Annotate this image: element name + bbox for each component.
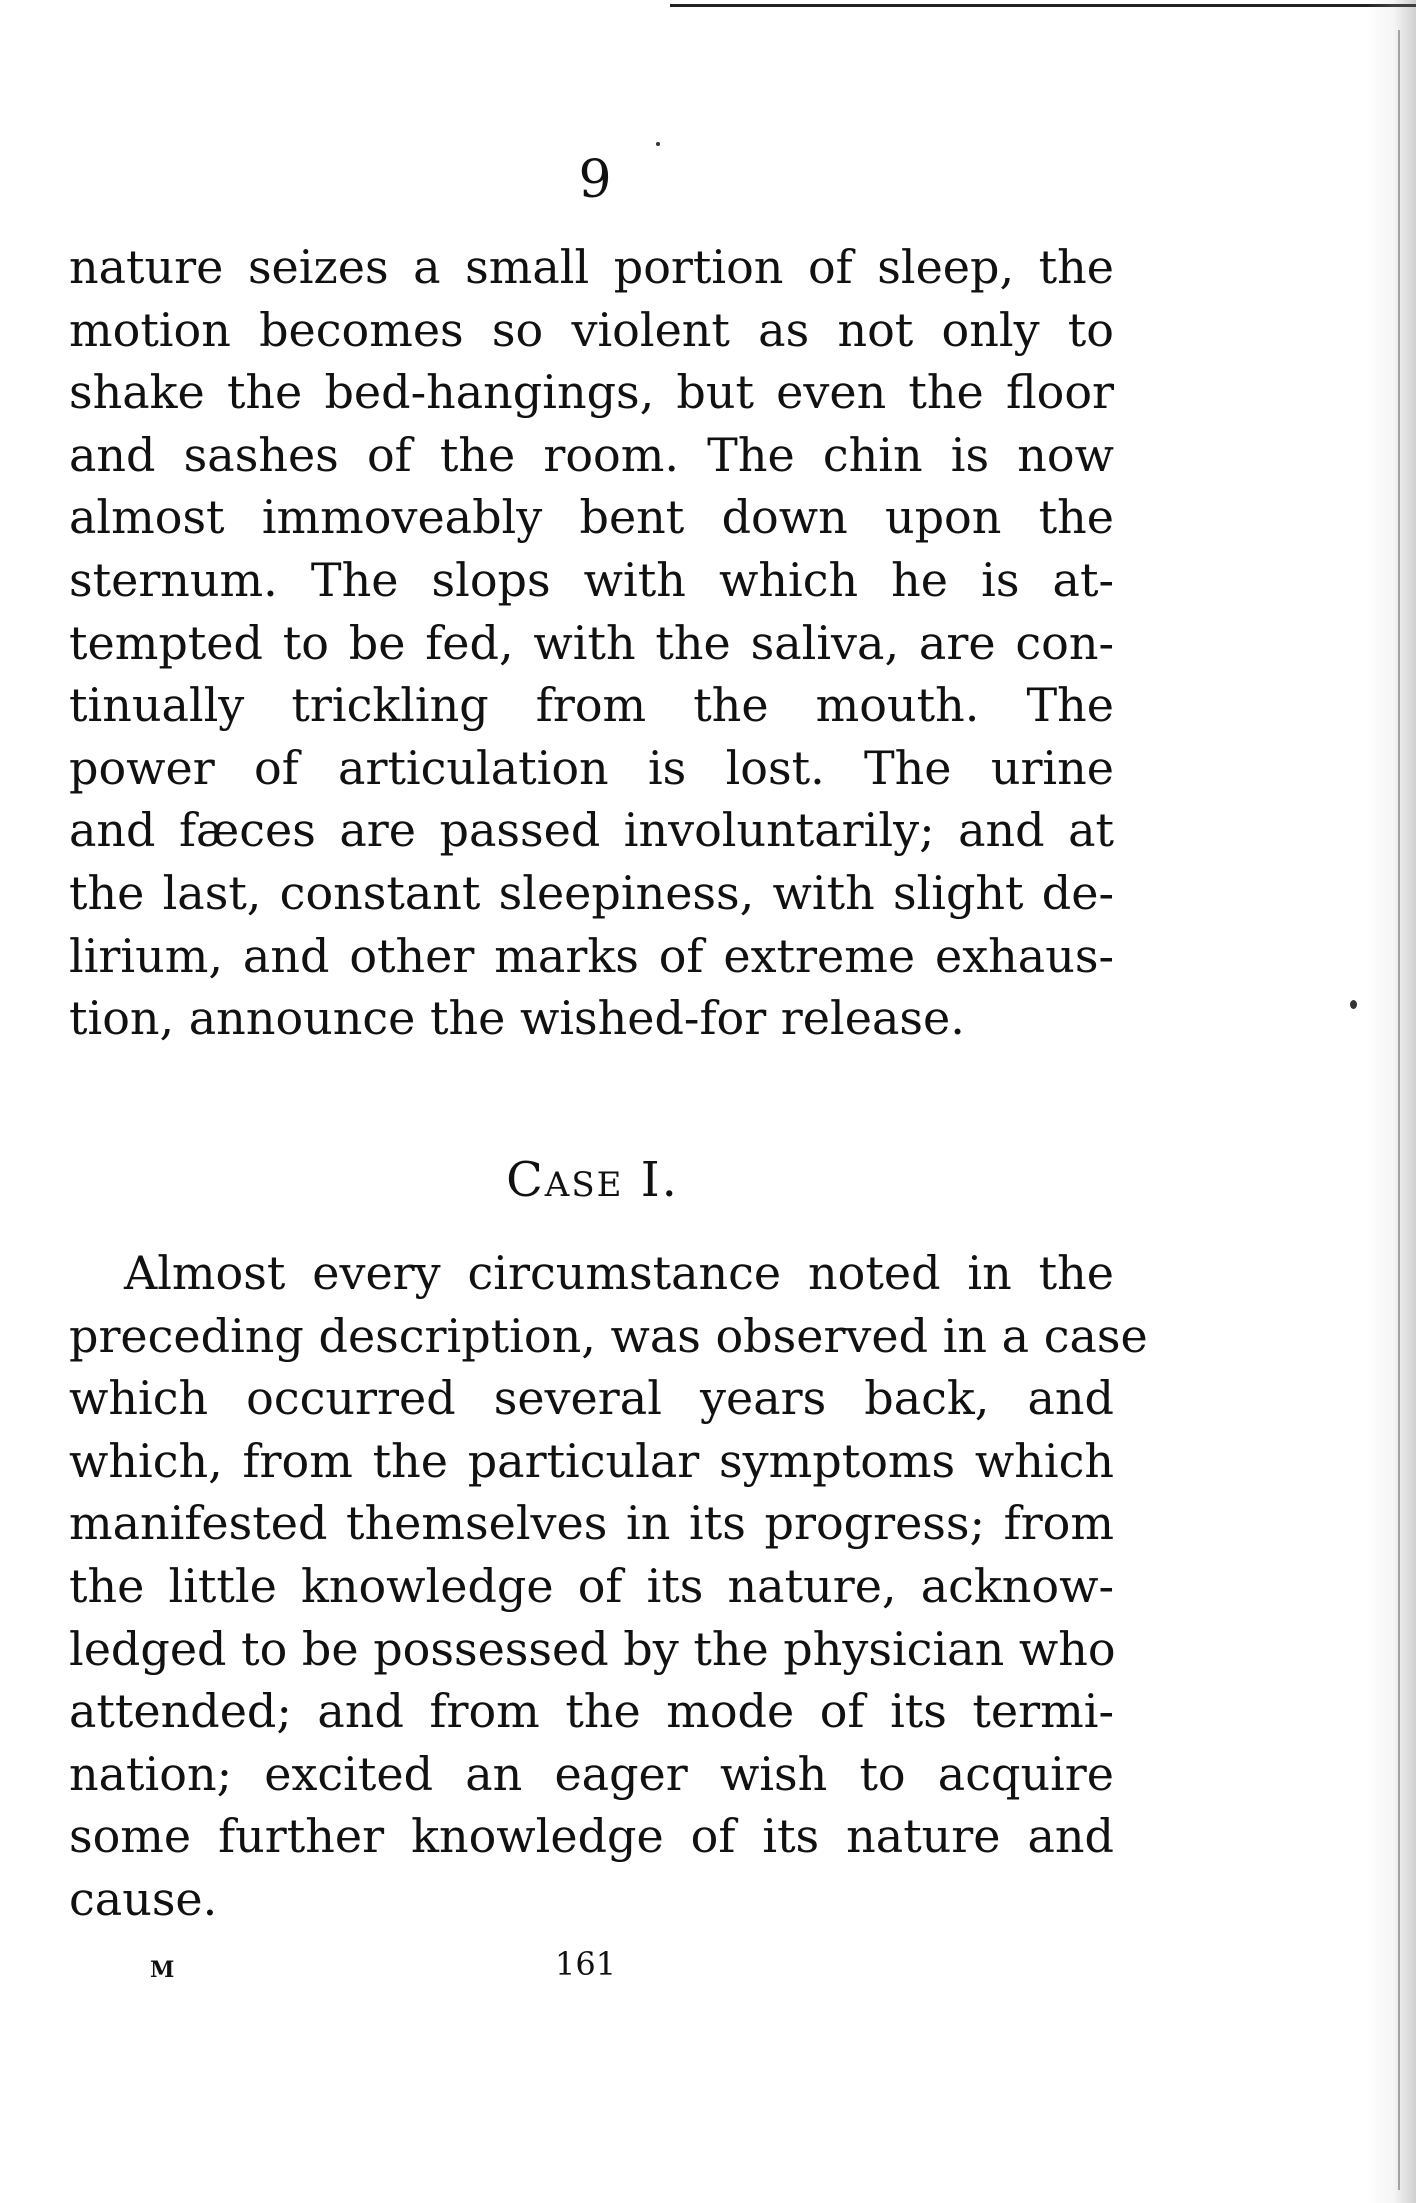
text-line: nation; excited an eager wish to acquire xyxy=(69,1746,1114,1801)
text-line: nature seizes a small portion of sleep, the xyxy=(69,240,1114,294)
text-line: tempted to be fed, with the saliva, are con- xyxy=(69,615,1114,670)
text-line: power of articulation is lost. The urine xyxy=(69,740,1114,795)
text-line: which occurred several years back, and xyxy=(69,1371,1114,1426)
body-paragraph xyxy=(69,236,1114,1050)
text-line: sternum. The slops with which he is at- xyxy=(69,552,1114,607)
signature-mark: M xyxy=(150,1957,175,1983)
text-line: which, from the particular symptoms which xyxy=(69,1433,1114,1488)
text-line: and sashes of the room. The chin is now xyxy=(69,427,1114,482)
text-line: motion becomes so violent as not only to xyxy=(69,302,1114,357)
text-line: tinually trickling from the mouth. The xyxy=(69,678,1114,733)
text-line: the little knowledge of its nature, acknow- xyxy=(69,1558,1114,1613)
text-line: some further knowledge of its nature and xyxy=(69,1809,1114,1864)
ink-speck xyxy=(656,142,660,146)
text-line: the last, constant sleepiness, with slight de- xyxy=(69,865,1114,920)
ink-speck xyxy=(1350,1000,1357,1009)
text-line: and fæces are passed involuntarily; and at xyxy=(69,803,1114,858)
page-number: 9 xyxy=(578,150,612,210)
text-line: attended; and from the mode of its termi- xyxy=(69,1684,1114,1739)
text-line: ledged to be possessed by the physician who xyxy=(69,1621,1116,1676)
page-edge-line xyxy=(1398,30,1400,2190)
top-border-rule xyxy=(670,4,1416,7)
text-line: manifested themselves in its progress; from xyxy=(69,1496,1114,1551)
text-line: cause. xyxy=(69,1871,218,1926)
text-line: almost immoveably bent down upon the xyxy=(69,490,1114,545)
text-line: lirium, and other marks of extreme exhaus- xyxy=(69,928,1114,983)
page-edge-shadow xyxy=(1366,0,1416,2203)
case-paragraph xyxy=(69,1242,1148,1931)
folio-number: 161 xyxy=(555,1945,617,1983)
text-line: preceding description, was observed in a case xyxy=(69,1308,1148,1363)
text-line: tion, announce the wished-for release. xyxy=(69,991,965,1046)
case-heading: Case I. xyxy=(506,1152,679,1208)
text-line: shake the bed-hangings, but even the floor xyxy=(69,365,1114,420)
text-line: Almost every circumstance noted in the xyxy=(124,1246,1114,1300)
